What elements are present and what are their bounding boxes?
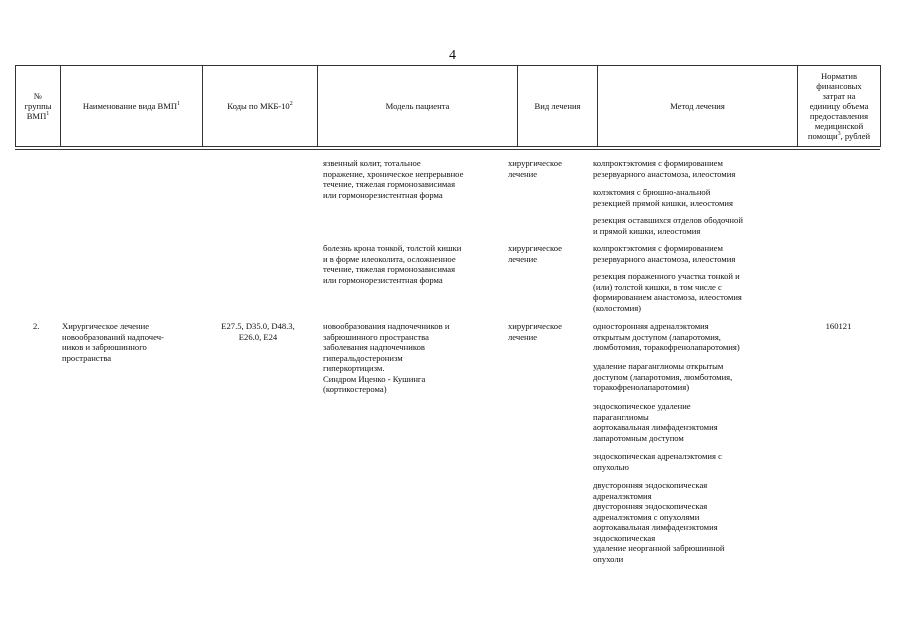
- patient-model-crohn: болезнь крона тонкой, толстой кишки и в форме илеоколита, осложненное течение, тяжелая гормонозависимая или гормонорезистентная форма: [323, 243, 462, 285]
- treatment-type-block2: хирургическое лечение: [508, 243, 562, 264]
- treatment-type-block3: хирургическое лечение: [508, 321, 562, 342]
- method-block1-3: резекция оставшихся отделов ободочной и прямой кишки, илеостомия: [593, 215, 743, 236]
- header-treatment-method: Метод лечения: [598, 66, 798, 147]
- header-normative: Норматив финансовых затрат на единицу объема предоставления медицинской помощи$^3$, рублей: [798, 66, 881, 147]
- header-bottom-rule: [15, 149, 880, 150]
- normative-value: 160121: [825, 321, 852, 331]
- icd-codes: E27.5, D35.0, D48.3, E26.0, E24: [221, 321, 295, 342]
- vmp-name: Хирургическое лечение новообразований надпочеч- ников и забрюшинного пространства: [62, 321, 164, 363]
- header-vmp-name: Наименование вида ВМП$^1$: [61, 66, 203, 147]
- method-block2-2: резекция пораженного участка тонкой и (или) толстой кишки, в том числе с формированием анастомоза, илеостомия (колостомия): [593, 271, 742, 313]
- header-patient-model: Модель пациента: [318, 66, 518, 147]
- method-block1-1: колпроктэктомия с формированием резервуарного анастомоза, илеостомия: [593, 158, 736, 179]
- page-number: 4: [449, 48, 456, 63]
- treatment-type-block1: хирургическое лечение: [508, 158, 562, 179]
- method-block1-2: колэктомия с брюшно-анальной резекцией прямой кишки, илеостомия: [593, 187, 733, 208]
- table-header: [15, 65, 881, 147]
- header-group-number: № группы ВМП$^1$: [16, 66, 61, 147]
- header-icd-codes: Коды по МКБ-$10^2$: [203, 66, 318, 147]
- patient-model-ulcerative-colitis: язвенный колит, тотальное поражение, хроническое непрерывное течение, тяжелая гормонозависимая или гормонорезистентная форма: [323, 158, 464, 200]
- method-block3-5: двусторонняя эндоскопическая адреналэктомия двусторонняя эндоскопическая адреналэктомия с опухолями аортокавальная лимфаденэктомия эндоскопическая удаление неорганной забрюшинной опухоли: [593, 480, 725, 564]
- method-block3-2: удаление параганглиомы открытым доступом (лапаротомия, люмботомия, торакофренолапаротомия): [593, 361, 733, 392]
- method-block3-3: эндоскопическое удаление параганглиомы аортокавальная лимфаденэктомия лапаротомным доступом: [593, 401, 718, 443]
- method-block3-1: односторонняя адреналэктомия открытым доступом (лапаротомия, люмботомия, торакофренолапаротомия): [593, 321, 740, 352]
- header-treatment-type: Вид лечения: [518, 66, 598, 147]
- group-number: 2.: [33, 321, 40, 331]
- method-block3-4: эндоскопическая адреналэктомия с опухолью: [593, 451, 722, 472]
- patient-model-adrenal: новообразования надпочечников и забрюшинного пространства заболевания надпочечников гиперальдостеронизм гиперкортицизм. Синдром Иценко - Кушинга (кортикостерома): [323, 321, 450, 394]
- method-block2-1: колпроктэктомия с формированием резервуарного анастомоза, илеостомия: [593, 243, 736, 264]
